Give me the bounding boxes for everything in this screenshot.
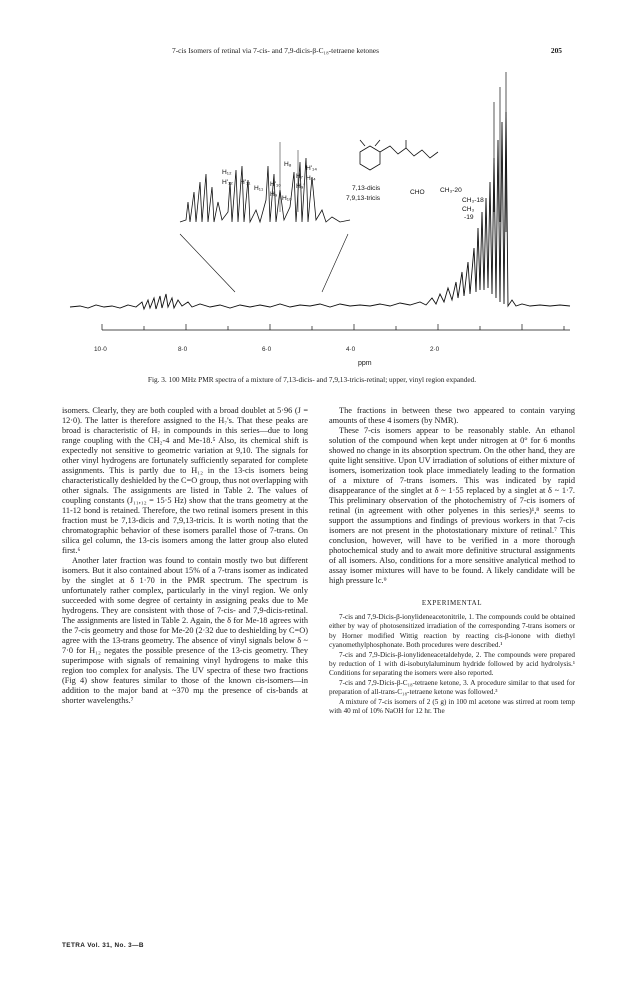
proton-label: H'₁₀ — [270, 181, 281, 188]
proton-label: H₇ — [296, 173, 304, 180]
isomer-label: 7,13-dicis — [352, 185, 381, 192]
group-label: CH₃ — [462, 206, 475, 213]
experimental-paragraph: 7-cis and 7,9-Dicis-β-C₁₈-tetraene ketone, 3. A procedure similar to that used for preparation of all-trans-C₁₈-tetraene ketone was followed.³ — [329, 678, 575, 697]
proton-label: H'₁₂ — [222, 179, 233, 186]
body-paragraph: The fractions in between these two appeared to contain varying amounts of these 4 isomers (by NMR). — [329, 406, 575, 425]
x-axis-unit: ppm — [358, 360, 372, 367]
right-column — [329, 406, 575, 716]
left-column — [62, 406, 308, 706]
figure-caption: Fig. 3. 100 MHz PMR spectra of a mixture of 7,13-dicis- and 7,9,13-tricis-retinal; upper, vinyl region expanded. — [147, 375, 477, 384]
page-header — [0, 46, 624, 60]
proton-label: H₁₂ — [222, 169, 232, 176]
proton-label: H₁₁ — [254, 185, 264, 192]
proton-label: H₁₀ — [282, 195, 292, 202]
group-label: CH₃-18 — [462, 197, 484, 204]
retinal-structure-diagram — [360, 140, 438, 170]
proton-label: H'₁₄ — [306, 165, 317, 172]
body-paragraph: Another later fraction was found to contain mostly two but different isomers. But it also contained about 15% of a 7-trans isomer as indicated by the singlet at δ 1·70 in the PMR spectrum. The spectrum is unfortunately rather complex, particularly in the vinyl region. We only succeeded with some degree of certainty in assigning peaks due to Me hydrogens. They are consistent with those of 7-cis- and 7,9-dicis-retinal. The assignments are listed in Table 2. Again, the δ for Me-18 agrees with the 7-cis geometry and those for Me-20 (2·32 due to deshielding by C=O) agree with the 13-trans geometry. The absence of vinyl signals below δ ~ 7·0 for H₁₂ negates the possible presence of the 13-cis geometry. They superimpose with signals of remaining vinyl hydrogens to make this region too complex for analysis. The UV spectra of these two fractions (Fig 4) show features similar to those of the known cis-isomers—in addition to the major band at ~370 mμ the presence of cis-bands at shorter wavelengths.⁷ — [62, 556, 308, 705]
page-number: 205 — [550, 46, 562, 55]
experimental-heading: EXPERIMENTAL — [421, 599, 483, 607]
experimental-paragraph: A mixture of 7-cis isomers of 2 (5 g) in 100 ml acetone was stirred at room temp with 40 ml of 10% NaOH for 12 hr. The — [329, 697, 575, 716]
group-label: CH₃-20 — [440, 187, 462, 194]
x-tick-label: 6·0 — [262, 346, 272, 353]
x-tick-label: 2·0 — [430, 346, 440, 353]
page-footer: TETRA Vol. 31, No. 3—B — [62, 942, 144, 949]
x-tick-label: 8·0 — [178, 346, 188, 353]
body-paragraph: isomers. Clearly, they are both coupled with a broad doublet at 5·96 (J = 12·0). The latter is therefore assigned to the H₇'s. That these peaks are broad is characteristic of H₇ in compounds in this series—due to long range coupling with the CH₂-4 and Me-18.⁵ Also, its chemical shift is expectedly not sensitive to geometric variation at 9,10. The signals for other vinyl hydrogens are fortunately sufficiently separated for complete assignments. This is partly due to H₁₂ in the 13-cis isomers being characteristically deshielded by the C=O group, thus not overlapping with other signals. The assignments are listed in Table 2. The values of coupling constants (J₁₁,₁₂ = 15·5 Hz) show that the trans geometry at the 11-12 bond is retained. Therefore, the two retinal isomers present in this fraction must be 7,13-dicis and 7,9,13-tricis. It is worth noting that the chromatographic behavior of these isomers parallel those of 7-trans. On silica gel column, the 13-cis isomers among the latter group also eluted first.⁶ — [62, 406, 308, 555]
vinyl-expansion-trace — [180, 158, 350, 222]
experimental-section — [329, 613, 575, 716]
body-paragraph: These 7-cis isomers appear to be reasonably stable. An ethanol solution of the compound when kept under nitrogen at 0° for 6 months showed no change in its absorption spectrum. On the other hand, they are quite light sensitive. Upon UV irradiation of solutions of either mixture of isomers, isomerization took place immediately leading to the formation of a mixture of 7-trans isomers. This was indicated by rapid disappearance of the singlet at δ ~ 1·55 replaced by a singlet at δ ~ 1·7. This preliminary observation of the photochemistry of 7-cis isomers of retinal (in agreement with other polyenes in this series)¹,⁸ seems to support the assumptions and findings of previous workers in that 7-cis isomers are not present in the photostationary mixture of retinal.⁷ This conclusion, however, will have to be verified in a more thorough photochemical study and to await more definitive structural assignments of all isomers. Also, conditions for a more sensitive analytical method to assay isomer mixtures will have to be found. A likely candidate will be high pressure lc.⁹ — [329, 426, 575, 585]
proton-label: H'₁₁ — [240, 179, 251, 186]
running-head: 7-cis Isomers of retinal via 7-cis- and 7,9-dicis-β-C₁₈-tetraene ketones — [172, 46, 379, 55]
nmr-spectrum-plot — [60, 62, 580, 362]
experimental-paragraph: 7-cis and 7,9-Dicis-β-ionylideneacetonitrile, 1. The compounds could be obtained either by way of photosensitized irradiation of the corresponding 7-trans isomers or by Horner modified Wittig reaction by reacting cis-β-ionone with diethyl cyanomethylphosphonate. Both procedures were described.¹ — [329, 613, 575, 650]
proton-label: H₁₄ — [306, 175, 316, 182]
nmr-figure — [60, 62, 580, 367]
proton-label: H₉' — [296, 183, 305, 190]
group-label: CHO — [410, 189, 425, 196]
isomer-label: 7,9,13-tricis — [346, 195, 381, 202]
proton-label: H₈ — [284, 161, 292, 168]
main-spectrum-trace — [70, 112, 570, 309]
experimental-paragraph: 7-cis and 7,9-Dicis-β-ionylideneacetaldehyde, 2. The compounds were prepared by reduction of 1 with di-isobutylaluminum hydride followed by acid hydrolysis.¹ Conditions for separating the isomers were also reported. — [329, 650, 575, 678]
group-label: -19 — [464, 214, 474, 221]
x-tick-label: 10·0 — [94, 346, 107, 353]
x-tick-label: 4·0 — [346, 346, 356, 353]
proton-label: H₉ — [270, 191, 278, 198]
